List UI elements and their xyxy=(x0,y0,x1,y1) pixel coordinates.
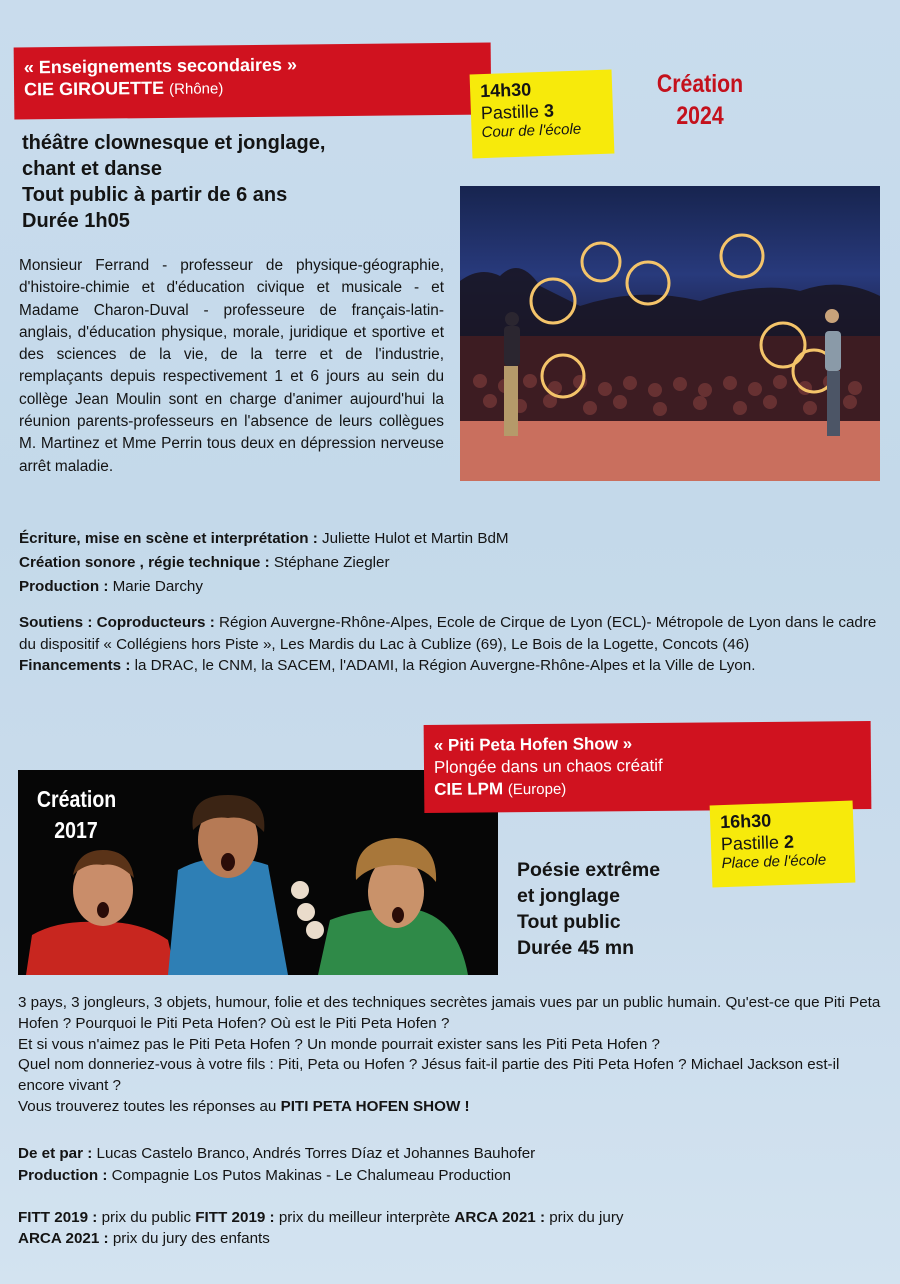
pastille-label: Pastille xyxy=(480,101,540,124)
show1-creation-badge xyxy=(649,68,751,132)
support-coproducers xyxy=(19,612,889,655)
show2-awards xyxy=(18,1207,888,1249)
support-value: Région Auvergne-Rhône-Alpes, Ecole de Cirque de Lyon (ECL)- Métropole de Lyon dans le cadre du dispositif « Collégiens hors Piste », Les Mardis du Lac à Cublize (69), Le Bois de la Logette, Concots (46) xyxy=(19,614,877,653)
award-label: FITT 2019 : xyxy=(18,1209,98,1226)
credit-label: Production : xyxy=(19,578,109,595)
support-funding xyxy=(19,655,889,677)
funding-label: Financements : xyxy=(19,657,131,674)
credit-label: Production : xyxy=(18,1167,108,1184)
description-paragraph: 3 pays, 3 jongleurs, 3 objets, humour, folie et des techniques secrètes jamais vues par un public humain. Qu'est-ce que Piti Peta Hofen ? Pourquoi le Piti Peta Hofen? Où est le Piti Peta Hofen ? xyxy=(18,994,881,1032)
show1-support xyxy=(19,612,889,677)
subtitle-audience: Tout public xyxy=(517,911,621,933)
credit-label: Écriture, mise en scène et interprétation : xyxy=(19,530,318,547)
juggling-hoops-image xyxy=(460,186,880,481)
subtitle-genre-2: chant et danse xyxy=(22,158,163,180)
description-paragraph: Quel nom donneriez-vous à votre fils : Piti, Peta ou Hofen ? Jésus fait-il partie des Piti Peta Hofen ? Michael Jackson est-il encore vivant ? xyxy=(18,1056,840,1095)
show2-company: CIE LPM xyxy=(434,779,504,799)
award-value: prix du meilleur interprète xyxy=(274,1209,455,1226)
support-label: Soutiens : Coproducteurs : xyxy=(19,614,215,631)
subtitle-genre: Poésie extrême xyxy=(517,859,661,881)
show2-company-line xyxy=(434,775,871,802)
show1-credits xyxy=(19,527,889,599)
awards-line-1 xyxy=(18,1207,888,1228)
show1-description: Monsieur Ferrand - professeur de physique-géographie, d'histoire-chimie et d'éducation civique et musicale - et Madame Charon-Duval - professeure de français-latin-anglais, d'éducation physique, morale, juridique et sportive et des sciences de la vie, de la terre et de l'industrie, remplaçants depuis respectivement 1 et 6 jours au sein du collège Jean Moulin sont en charge d'animer aujourd'hui la réunion parents-professeurs en l'absence de leurs collègues M. Martinez et Mme Perrin tous deux en dépression nerveuse arrêt maladie. xyxy=(19,257,444,475)
show1-subtitle xyxy=(22,130,452,234)
award-value: prix du jury xyxy=(545,1209,624,1226)
creation-label: Création xyxy=(656,70,744,98)
show2-description xyxy=(18,993,888,1118)
award-value: prix du jury des enfants xyxy=(108,1230,270,1247)
show1-company: CIE GIROUETTE xyxy=(23,77,165,100)
pastille-label: Pastille xyxy=(720,832,780,855)
subtitle-genre-2: et jonglage xyxy=(517,885,620,907)
show1-place: Cour de l'école xyxy=(481,120,582,142)
credit-row xyxy=(18,1143,888,1165)
show2-title-band xyxy=(424,721,872,813)
credit-row xyxy=(19,575,889,599)
show1-company-line xyxy=(24,74,491,103)
credit-row xyxy=(19,527,889,551)
award-label: ARCA 2021 : xyxy=(18,1230,109,1247)
show1-time: 14h30 xyxy=(479,79,532,102)
pastille-number: 2 xyxy=(783,831,795,852)
credit-value: Juliette Hulot et Martin BdM xyxy=(317,530,509,547)
credit-value: Lucas Castelo Branco, Andrés Torres Díaz et Johannes Bauhofer xyxy=(92,1145,536,1162)
subtitle-duration: Durée 45 mn xyxy=(517,937,635,959)
credit-label: Création sonore , régie technique : xyxy=(19,554,270,571)
show2-tagline: Plongée dans un chaos créatif xyxy=(433,755,663,777)
creation-year: 2017 xyxy=(54,817,98,843)
show1-schedule-tag xyxy=(470,70,615,159)
credit-label: De et par : xyxy=(18,1145,93,1162)
show2-credits xyxy=(18,1143,888,1187)
show2-place: Place de l'école xyxy=(721,851,827,873)
description-final xyxy=(18,1097,888,1118)
show2-schedule-tag xyxy=(710,801,856,888)
subtitle-genre: théâtre clownesque et jonglage, xyxy=(22,132,326,154)
subtitle-audience: Tout public à partir de 6 ans xyxy=(22,184,288,206)
creation-year: 2024 xyxy=(676,102,724,130)
show1-photo xyxy=(460,186,880,481)
description-final-prefix: Vous trouverez toutes les réponses au xyxy=(18,1097,281,1115)
award-label: FITT 2019 : xyxy=(195,1209,275,1226)
show2-subtitle xyxy=(517,857,660,961)
credit-value: Stéphane Ziegler xyxy=(269,554,390,571)
credit-value: Marie Darchy xyxy=(108,578,203,595)
show2-company-region: (Europe) xyxy=(507,780,567,799)
award-label: ARCA 2021 : xyxy=(454,1209,546,1226)
credit-value: Compagnie Los Putos Makinas - Le Chalumeau Production xyxy=(107,1167,511,1184)
awards-line-2 xyxy=(18,1228,888,1249)
show1-company-region: (Rhône) xyxy=(169,80,224,98)
subtitle-duration: Durée 1h05 xyxy=(22,210,130,232)
show1-title: « Enseignements secondaires » xyxy=(23,54,298,78)
description-final-bold: PITI PETA HOFEN SHOW ! xyxy=(280,1097,470,1115)
credit-row xyxy=(19,551,889,575)
pastille-number: 3 xyxy=(543,100,555,121)
show2-title: « Piti Peta Hofen Show » xyxy=(433,734,633,755)
show1-title-band xyxy=(14,43,492,120)
funding-value: la DRAC, le CNM, la SACEM, l'ADAMI, la Région Auvergne-Rhône-Alpes et la Ville de Lyon. xyxy=(130,657,756,674)
creation-label: Création xyxy=(36,786,117,812)
show2-creation-badge xyxy=(37,784,115,846)
credit-row xyxy=(18,1165,888,1187)
description-paragraph: Et si vous n'aimez pas le Piti Peta Hofen ? Un monde pourrait exister sans les Piti Peta Hofen ? xyxy=(18,1035,660,1053)
show2-time: 16h30 xyxy=(719,810,772,833)
award-value: prix du public xyxy=(97,1209,196,1226)
